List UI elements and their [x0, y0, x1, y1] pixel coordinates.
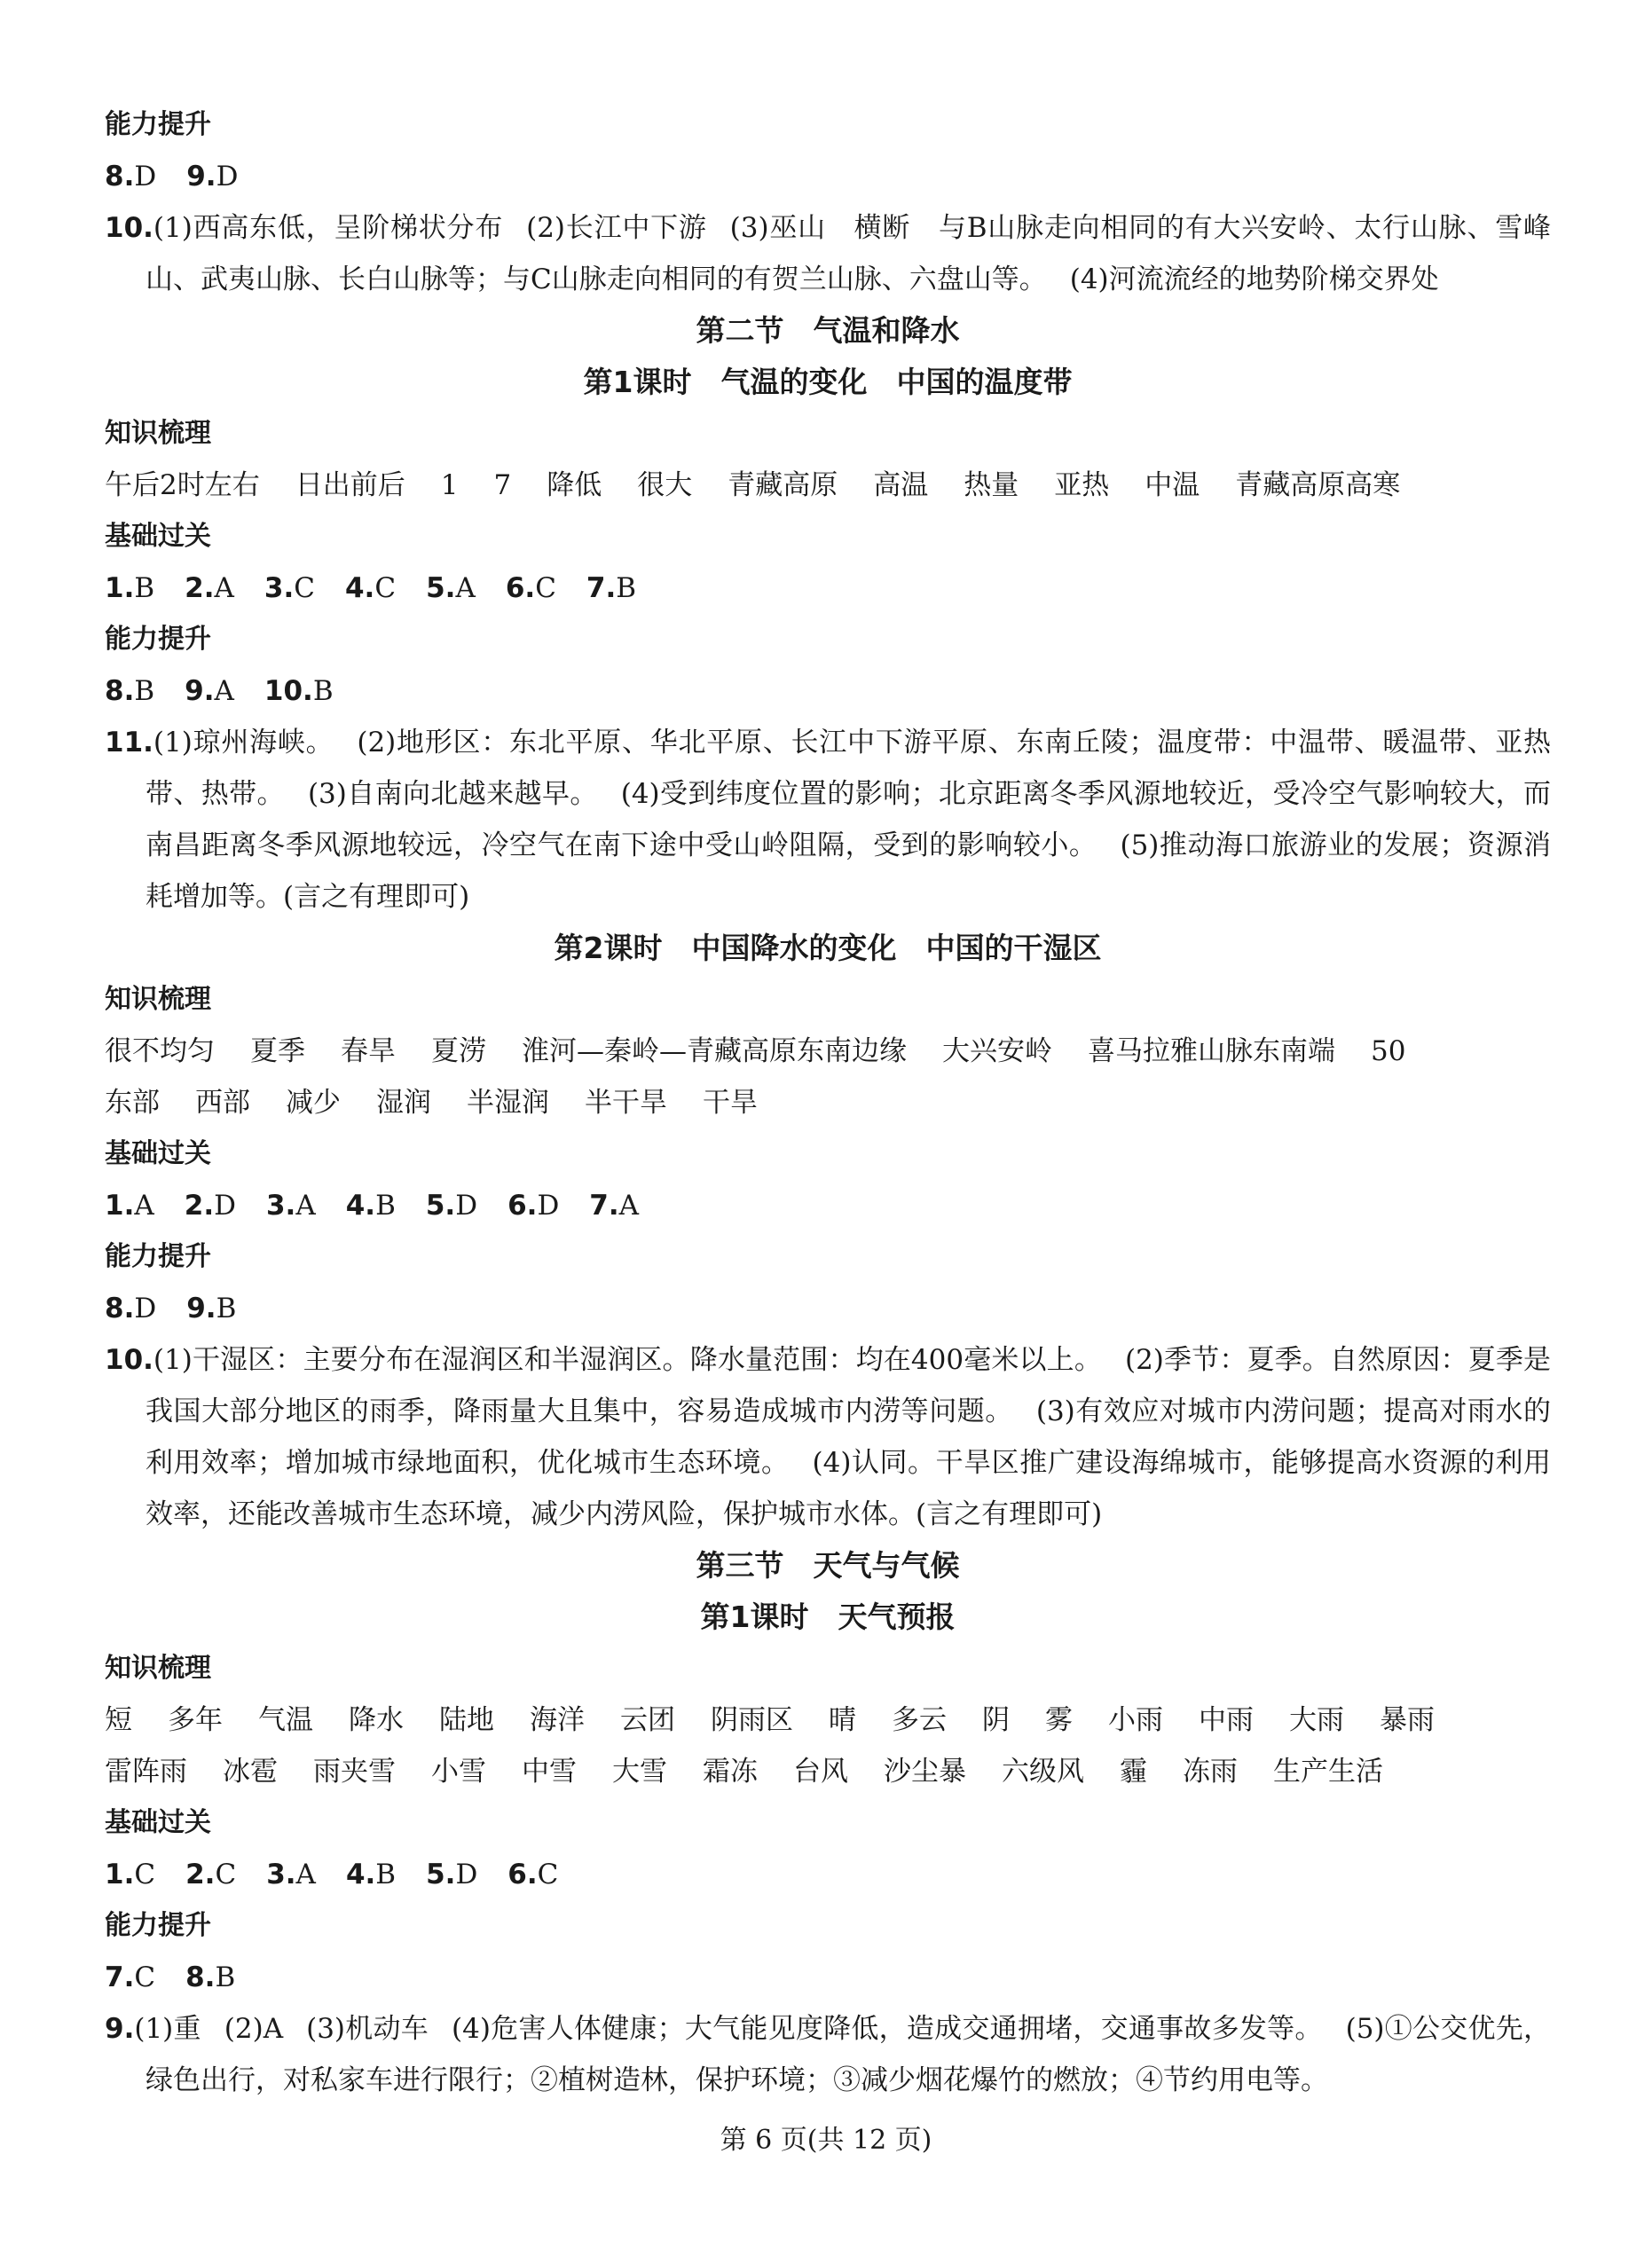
question-number: 8.: [105, 675, 135, 707]
choice-letter: A: [455, 572, 476, 604]
answer-item: 青藏高原: [728, 469, 838, 501]
question-number: 9.: [186, 1293, 216, 1325]
question-number: 5.: [425, 1190, 456, 1222]
answer-part: (5)①公交优先，绿色出行，对私家车进行限行；②植树造林，保护环境；③减少烟花爆竹的燃放；④节约用电等。: [146, 2013, 1551, 2096]
choice-letter: B: [375, 1859, 397, 1890]
answer-item: 湿润: [376, 1087, 431, 1119]
choice-answer: [264, 675, 334, 707]
choice-letter: B: [215, 1961, 236, 1993]
answer-item: 7: [493, 469, 512, 501]
answer-row: [105, 1026, 1551, 1077]
answer-part: (3)有效应对城市内涝问题；提高对雨水的利用效率；增加城市绿地面积，优化城市生态环境。: [146, 1395, 1551, 1479]
answer-item: 高温: [873, 469, 929, 501]
choice-letter: C: [374, 572, 397, 604]
question-number: 1.: [105, 1859, 135, 1890]
answer-part: (1)西高东低，呈阶梯状分布: [153, 212, 504, 244]
answer-row: [105, 460, 1551, 511]
answer-item: 中温: [1145, 469, 1200, 501]
question-number: 7.: [586, 572, 617, 604]
answer-part: (2)季节：夏季。自然原因：夏季是我国大部分地区的雨季，降雨量大且集中，容易造成城市内涝等问题。: [146, 1344, 1552, 1427]
choice-answer: [185, 1859, 236, 1890]
question-number: 4.: [344, 572, 375, 604]
answer-item: 小雪: [431, 1756, 486, 1788]
question-number: 10.: [105, 1344, 153, 1376]
answer-part: (4)危害人体健康；大气能见度降低，造成交通拥堵，交通事故多发等。: [452, 2013, 1323, 2045]
question-number: 5.: [426, 572, 456, 604]
question-number: 4.: [345, 1859, 376, 1890]
choice-letter: A: [295, 1859, 316, 1890]
choice-answer: [185, 675, 234, 707]
section-heading: 第1课时 气温的变化 中国的温度带: [583, 365, 1073, 399]
choice-letter: B: [134, 572, 155, 604]
answer-item: 50: [1371, 1035, 1406, 1067]
question-number: 10.: [264, 675, 313, 707]
answer-item: 淮河—秦岭—青藏高原东南边缘: [522, 1035, 907, 1067]
answer-item: 大兴安岭: [942, 1035, 1052, 1067]
answer-item: 大雪: [612, 1756, 667, 1788]
choice-letter: C: [215, 1859, 237, 1890]
choice-letter: B: [216, 1293, 237, 1325]
question-number: 1.: [105, 572, 135, 604]
answer-item: 沙尘暴: [884, 1756, 966, 1788]
answer-row: [105, 1077, 1551, 1128]
question-number: 5.: [426, 1859, 456, 1890]
answer-item: 降低: [547, 469, 602, 501]
section-label: 知识梳理: [105, 1653, 211, 1684]
question-number: 6.: [507, 1190, 538, 1222]
choice-answer: [105, 1859, 155, 1890]
answer-item: 夏季: [250, 1035, 305, 1067]
answer-part: (4)受到纬度位置的影响；北京距离冬季风源地较近，受冷空气影响较大，而南昌距离冬季风源地较远，冷空气在南下途中受山岭阻隔，受到的影响较小。: [146, 778, 1551, 861]
answer-item: 喜马拉雅山脉东南端: [1088, 1035, 1335, 1067]
answer-item: 半湿润: [467, 1087, 549, 1119]
choice-answers: [105, 665, 1551, 717]
answer-item: 冰雹: [223, 1756, 278, 1788]
answer-item: 气温: [258, 1704, 313, 1736]
question-body: [105, 1334, 1551, 1540]
question-number: 3.: [265, 1190, 296, 1222]
section-heading: 第2课时 中国降水的变化 中国的干湿区: [554, 931, 1102, 965]
question-number: 3.: [264, 572, 295, 604]
choice-letter: B: [375, 1190, 396, 1222]
question-number: 3.: [266, 1859, 296, 1890]
answer-item: 阴: [982, 1704, 1010, 1736]
answer-item: 中雪: [522, 1756, 577, 1788]
question-body: [105, 202, 1551, 305]
question-body: [105, 717, 1551, 923]
answer-item: 减少: [286, 1087, 341, 1119]
answer-part: (4)河流流经的地势阶梯交界处: [1069, 263, 1439, 295]
choice-answer: [426, 1859, 477, 1890]
answer-part: (1)干湿区：主要分布在湿润区和半湿润区。降水量范围：均在400毫米以上。: [153, 1344, 1102, 1376]
answer-item: 霾: [1120, 1756, 1147, 1788]
question-number: 7.: [105, 1961, 135, 1993]
question-number: 1.: [105, 1190, 135, 1222]
answer-part: (2)A: [224, 2013, 284, 2045]
choice-letter: D: [134, 161, 157, 193]
answer-part: (2)地形区：东北平原、华北平原、长江中下游平原、东南丘陵；温度带：中温带、暖温带、亚热带、热带。: [146, 727, 1551, 810]
answer-part: (4)认同。干旱区推广建设海绵城市，能够提高水资源的利用效率，还能改善城市生态环境，减少内涝风险，保护城市水体。(言之有理即可): [146, 1447, 1551, 1530]
choice-letter: C: [134, 1961, 156, 1993]
answer-part: (3)机动车: [306, 2013, 429, 2045]
answer-item: 午后2时左右: [105, 469, 260, 501]
question-number: 4.: [345, 1190, 376, 1222]
choice-answer: [507, 1859, 558, 1890]
choice-answer: [105, 1190, 154, 1222]
choice-letter: A: [134, 1190, 154, 1222]
choice-answer: [266, 1859, 316, 1890]
page-content: [105, 99, 1551, 2106]
choice-letter: A: [214, 572, 234, 604]
choice-letter: B: [134, 675, 155, 707]
question-number: 7.: [589, 1190, 619, 1222]
question-answer: [105, 202, 1551, 305]
question-answer: [105, 2003, 1551, 2106]
section-label: 基础过关: [105, 521, 211, 552]
choice-answer: [185, 1961, 235, 1993]
answer-item: 雷阵雨: [105, 1756, 187, 1788]
answer-part: (2)长江中下游: [526, 212, 707, 244]
choice-letter: D: [537, 1190, 560, 1222]
question-number: 8.: [105, 1293, 135, 1325]
question-number: 2.: [184, 1190, 215, 1222]
answer-item: 半干旱: [585, 1087, 667, 1119]
answer-item: 云团: [620, 1704, 675, 1736]
question-number: 9.: [185, 675, 215, 707]
choice-answer: [586, 572, 636, 604]
answer-item: 很大: [637, 469, 693, 501]
choice-answer: [346, 1859, 396, 1890]
choice-answer: [105, 1293, 156, 1325]
choice-answer: [506, 572, 556, 604]
answer-item: 六级风: [1002, 1756, 1084, 1788]
answer-item: 日出前后: [295, 469, 405, 501]
section-heading: 第1课时 天气预报: [700, 1600, 956, 1634]
choice-letter: C: [537, 1859, 559, 1890]
choice-answer: [186, 161, 238, 193]
section-heading: 第二节 气温和降水: [696, 313, 960, 348]
answer-item: 雨夹雪: [313, 1756, 396, 1788]
answer-part: (1)重: [134, 2013, 201, 2045]
question-body: [105, 2003, 1551, 2106]
answer-part: (3)自南向北越来越早。: [307, 778, 598, 810]
answer-item: 霜冻: [703, 1756, 758, 1788]
choice-letter: C: [134, 1859, 156, 1890]
choice-answers: [105, 562, 1551, 614]
choice-answers: [105, 151, 1551, 202]
question-number: 8.: [105, 161, 135, 193]
choice-answer: [266, 1190, 316, 1222]
answer-item: 暴雨: [1380, 1704, 1435, 1736]
answer-item: 青藏高原高寒: [1235, 469, 1401, 501]
answer-item: 降水: [349, 1704, 404, 1736]
answer-row: [105, 1694, 1551, 1746]
choice-answer: [264, 572, 315, 604]
answer-item: 大雨: [1289, 1704, 1344, 1736]
answer-item: 陆地: [439, 1704, 494, 1736]
choice-answer: [345, 572, 396, 604]
choice-answer: [507, 1190, 559, 1222]
answer-item: 海洋: [530, 1704, 585, 1736]
answer-item: 多云: [892, 1704, 947, 1736]
answer-item: 夏涝: [431, 1035, 486, 1067]
choice-answer: [186, 1293, 236, 1325]
question-number: 2.: [185, 1859, 216, 1890]
choice-letter: B: [312, 675, 334, 707]
question-number: 2.: [185, 572, 215, 604]
answer-item: 东部: [105, 1087, 160, 1119]
choice-answers: [105, 1849, 1551, 1900]
answer-item: 多年: [168, 1704, 223, 1736]
choice-answer: [105, 1961, 155, 1993]
choice-answer: [589, 1190, 639, 1222]
answer-item: 冻雨: [1183, 1756, 1238, 1788]
choice-letter: A: [295, 1190, 316, 1222]
section-label: 能力提升: [105, 624, 211, 655]
choice-answer: [105, 572, 154, 604]
answer-item: 热量: [964, 469, 1019, 501]
answer-item: 干旱: [703, 1087, 758, 1119]
section-label: 能力提升: [105, 109, 211, 140]
answer-row: [105, 1746, 1551, 1797]
answer-item: 1: [440, 469, 459, 501]
choice-answers: [105, 1952, 1551, 2003]
answer-part: (5)推动海口旅游业的发展；资源消耗增加等。(言之有理即可): [146, 829, 1551, 913]
question-number: 6.: [505, 572, 536, 604]
question-number: 11.: [105, 727, 153, 759]
answer-part: (3)巫山 横断 与B山脉走向相同的有大兴安岭、太行山脉、雪峰山、武夷山脉、长白山脉等；与C山脉走向相同的有贺兰山脉、六盘山等。: [146, 212, 1551, 295]
question-number: 6.: [507, 1859, 538, 1890]
answer-item: 生产生活: [1273, 1756, 1383, 1788]
choice-answer: [185, 1190, 236, 1222]
section-label: 能力提升: [105, 1241, 211, 1272]
section-label: 知识梳理: [105, 418, 211, 449]
choice-answers: [105, 1180, 1551, 1231]
question-number: 10.: [105, 212, 153, 244]
answer-item: 春旱: [341, 1035, 396, 1067]
section-heading: 第三节 天气与气候: [696, 1548, 960, 1583]
choice-letter: D: [214, 1190, 236, 1222]
answer-item: 小雨: [1108, 1704, 1163, 1736]
choice-letter: C: [535, 572, 556, 604]
choice-answer: [185, 572, 234, 604]
choice-answer: [105, 161, 156, 193]
choice-letter: A: [214, 675, 234, 707]
section-label: 基础过关: [105, 1138, 211, 1169]
answer-item: 晴: [829, 1704, 856, 1736]
choice-answer: [105, 675, 154, 707]
choice-letter: D: [455, 1190, 478, 1222]
choice-letter: D: [455, 1859, 478, 1890]
answer-item: 中雨: [1199, 1704, 1254, 1736]
section-label: 知识梳理: [105, 984, 211, 1015]
answer-item: 阴雨区: [711, 1704, 793, 1736]
answer-item: 雾: [1045, 1704, 1073, 1736]
choice-letter: B: [616, 572, 637, 604]
answer-item: 西部: [195, 1087, 250, 1119]
choice-answer: [426, 572, 476, 604]
answer-item: 很不均匀: [105, 1035, 215, 1067]
choice-answers: [105, 1283, 1551, 1334]
question-number: 9.: [186, 161, 216, 193]
answer-part: (1)琼州海峡。: [153, 727, 334, 759]
answer-item: 短: [105, 1704, 132, 1736]
question-number: 9.: [105, 2013, 135, 2045]
page-footer: 第 6 页(共 12 页): [720, 2125, 932, 2156]
section-label: 能力提升: [105, 1910, 211, 1941]
answer-item: 亚热: [1054, 469, 1110, 501]
choice-letter: D: [216, 161, 239, 193]
answer-item: 台风: [793, 1756, 848, 1788]
choice-answer: [346, 1190, 396, 1222]
section-label: 基础过关: [105, 1807, 211, 1838]
question-number: 8.: [185, 1961, 216, 1993]
question-answer: [105, 717, 1551, 923]
question-answer: [105, 1334, 1551, 1540]
choice-letter: D: [134, 1293, 157, 1325]
choice-answer: [426, 1190, 477, 1222]
choice-letter: A: [618, 1190, 640, 1222]
choice-letter: C: [294, 572, 315, 604]
